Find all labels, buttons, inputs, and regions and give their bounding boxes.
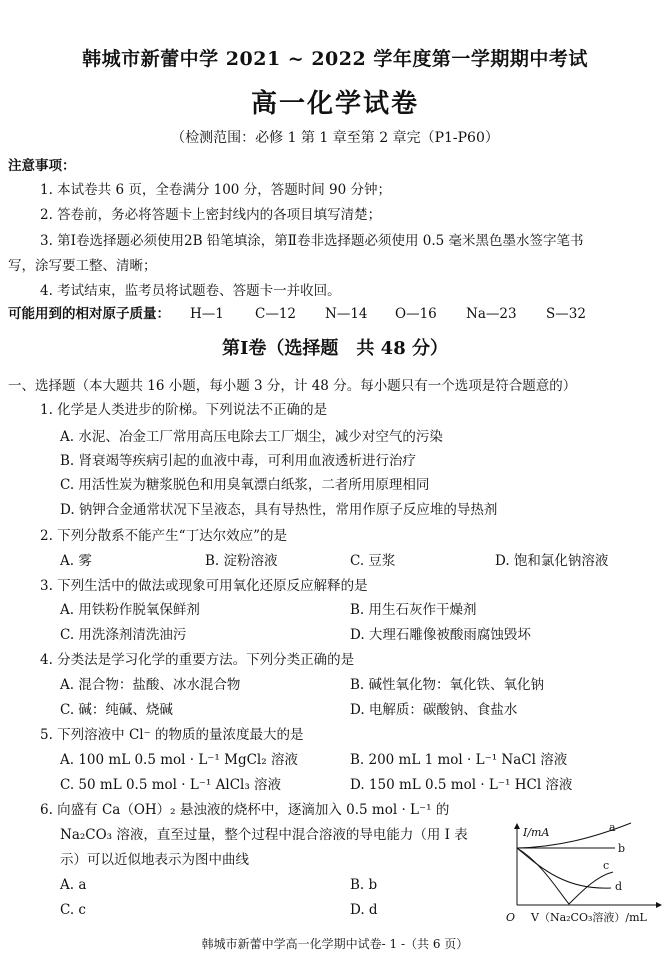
q4-option-a: A. 混合物：盐酸、冰水混合物	[60, 677, 241, 693]
x-axis-label: V（Na₂CO₃溶液）/mL	[531, 911, 647, 924]
conductivity-graph	[503, 820, 665, 926]
note-item: 1. 本试卷共 6 页，全卷满分 100 分，答题时间 90 分钟；	[40, 182, 391, 198]
q5-option-c: C. 50 mL 0.5 mol · L⁻¹ AlCl₃ 溶液	[60, 777, 282, 793]
q5-option-d: D. 150 mL 0.5 mol · L⁻¹ HCl 溶液	[350, 777, 573, 793]
curve-d	[517, 848, 611, 888]
q2-option-b: B. 淀粉溶液	[205, 553, 278, 569]
q1-stem: 1. 化学是人类进步的阶梯。下列说法不正确的是	[40, 402, 328, 418]
q6-option-b: B. b	[350, 877, 378, 893]
exam-scope: （检测范围：必修 1 第 1 章至第 2 章完（P1-P60）	[171, 130, 499, 146]
note-item: 3. 第Ⅰ卷选择题必须使用2B 铅笔填涂，第Ⅱ卷非选择题必须使用 0.5 毫米黑色墨水签字笔书	[40, 233, 584, 249]
q3-stem: 3. 下列生活中的做法或现象可用氧化还原反应解释的是	[40, 578, 368, 594]
q3-option-b: B. 用生石灰作干燥剂	[350, 602, 477, 618]
q4-option-c: C. 碱：纯碱、烧碱	[60, 702, 173, 718]
q2-stem: 2. 下列分散系不能产生“丁达尔效应”的是	[40, 528, 287, 544]
q1-option-a: A. 水泥、冶金工厂常用高压电除去工厂烟尘，减少对空气的污染	[60, 429, 443, 445]
q6-option-d: D. d	[350, 902, 378, 918]
q2-option-d: D. 饱和氯化钠溶液	[495, 553, 609, 569]
q3-option-a: A. 用铁粉作脱氧保鲜剂	[60, 602, 200, 618]
page-footer: 韩城市新蕾中学高一化学期中试卷- 1 -（共 6 页）	[201, 937, 469, 951]
atomic-mass-item: S—32	[546, 306, 586, 322]
curve-label-c: c	[603, 859, 610, 872]
notes-heading: 注意事项：	[8, 158, 76, 174]
q5-option-a: A. 100 mL 0.5 mol · L⁻¹ MgCl₂ 溶液	[60, 752, 298, 768]
q2-option-c: C. 豆浆	[350, 553, 396, 569]
q1-option-d: D. 钠钾合金通常状况下呈液态，具有导热性，常用作原子反应堆的导热剂	[60, 502, 498, 518]
curve-label-b: b	[618, 842, 626, 855]
atomic-mass-item: O—16	[395, 306, 437, 322]
q3-option-d: D. 大理石雕像被酸雨腐蚀毁坏	[350, 627, 531, 643]
atomic-mass-item: Na—23	[466, 306, 517, 322]
part-intro: 一、选择题（本大题共 16 小题，每小题 3 分，计 48 分。每小题只有一个选项是符合题意的）	[8, 378, 577, 394]
atomic-mass-item: N—14	[325, 306, 368, 322]
q6-option-a: A. a	[60, 877, 87, 893]
q1-option-b: B. 肾衰竭等疾病引起的血液中毒，可利用血液透析进行治疗	[60, 453, 417, 469]
note-item: 2. 答卷前，务必将答题卡上密封线内的各项目填写清楚；	[40, 207, 382, 223]
q2-option-a: A. 雾	[60, 553, 92, 569]
curve-label-a: a	[609, 821, 616, 834]
q1-option-c: C. 用活性炭为糖浆脱色和用臭氧漂白纸浆，二者所用原理相同	[60, 477, 430, 493]
exam-title: 高一化学试卷	[250, 89, 419, 119]
note-item: 4. 考试结束，监考员将试题卷、答题卡一并收回。	[40, 283, 341, 299]
q4-option-b: B. 碱性氧化物：氧化铁、氧化钠	[350, 677, 545, 693]
q6-stem-line: 示）可以近似地表示为图中曲线	[60, 852, 249, 868]
atomic-mass-label: 可能用到的相对原子质量：	[8, 306, 170, 322]
q5-stem: 5. 下列溶液中 Cl⁻ 的物质的量浓度最大的是	[40, 727, 304, 743]
q6-option-c: C. c	[60, 902, 86, 918]
q5-option-b: B. 200 mL 1 mol · L⁻¹ NaCl 溶液	[350, 752, 568, 768]
q6-stem-line: Na₂CO₃ 溶液，直至过量，整个过程中混合溶液的导电能力（用 I 表	[60, 827, 468, 843]
atomic-mass-item: C—12	[255, 306, 297, 322]
q3-option-c: C. 用洗涤剂清洗油污	[60, 627, 187, 643]
origin-label: O	[506, 911, 516, 924]
section-title: 第Ⅰ卷（选择题 共 48 分）	[221, 338, 448, 359]
y-axis-label: I/mA	[523, 826, 550, 839]
curve-label-d: d	[615, 880, 623, 893]
note-item: 写，涂写要工整、清晰；	[8, 258, 157, 274]
q4-stem: 4. 分类法是学习化学的重要方法。下列分类正确的是	[40, 652, 355, 668]
q4-option-d: D. 电解质：碳酸钠、食盐水	[350, 702, 518, 718]
curve-c	[517, 848, 613, 904]
q6-stem-line: 6. 向盛有 Ca（OH）₂ 悬浊液的烧杯中，逐滴加入 0.5 mol · L⁻¹ 的	[40, 802, 450, 818]
atomic-mass-item: H—1	[190, 306, 224, 322]
exam-header: 韩城市新蕾中学 2021 ~ 2022 学年度第一学期期中考试	[82, 48, 588, 70]
